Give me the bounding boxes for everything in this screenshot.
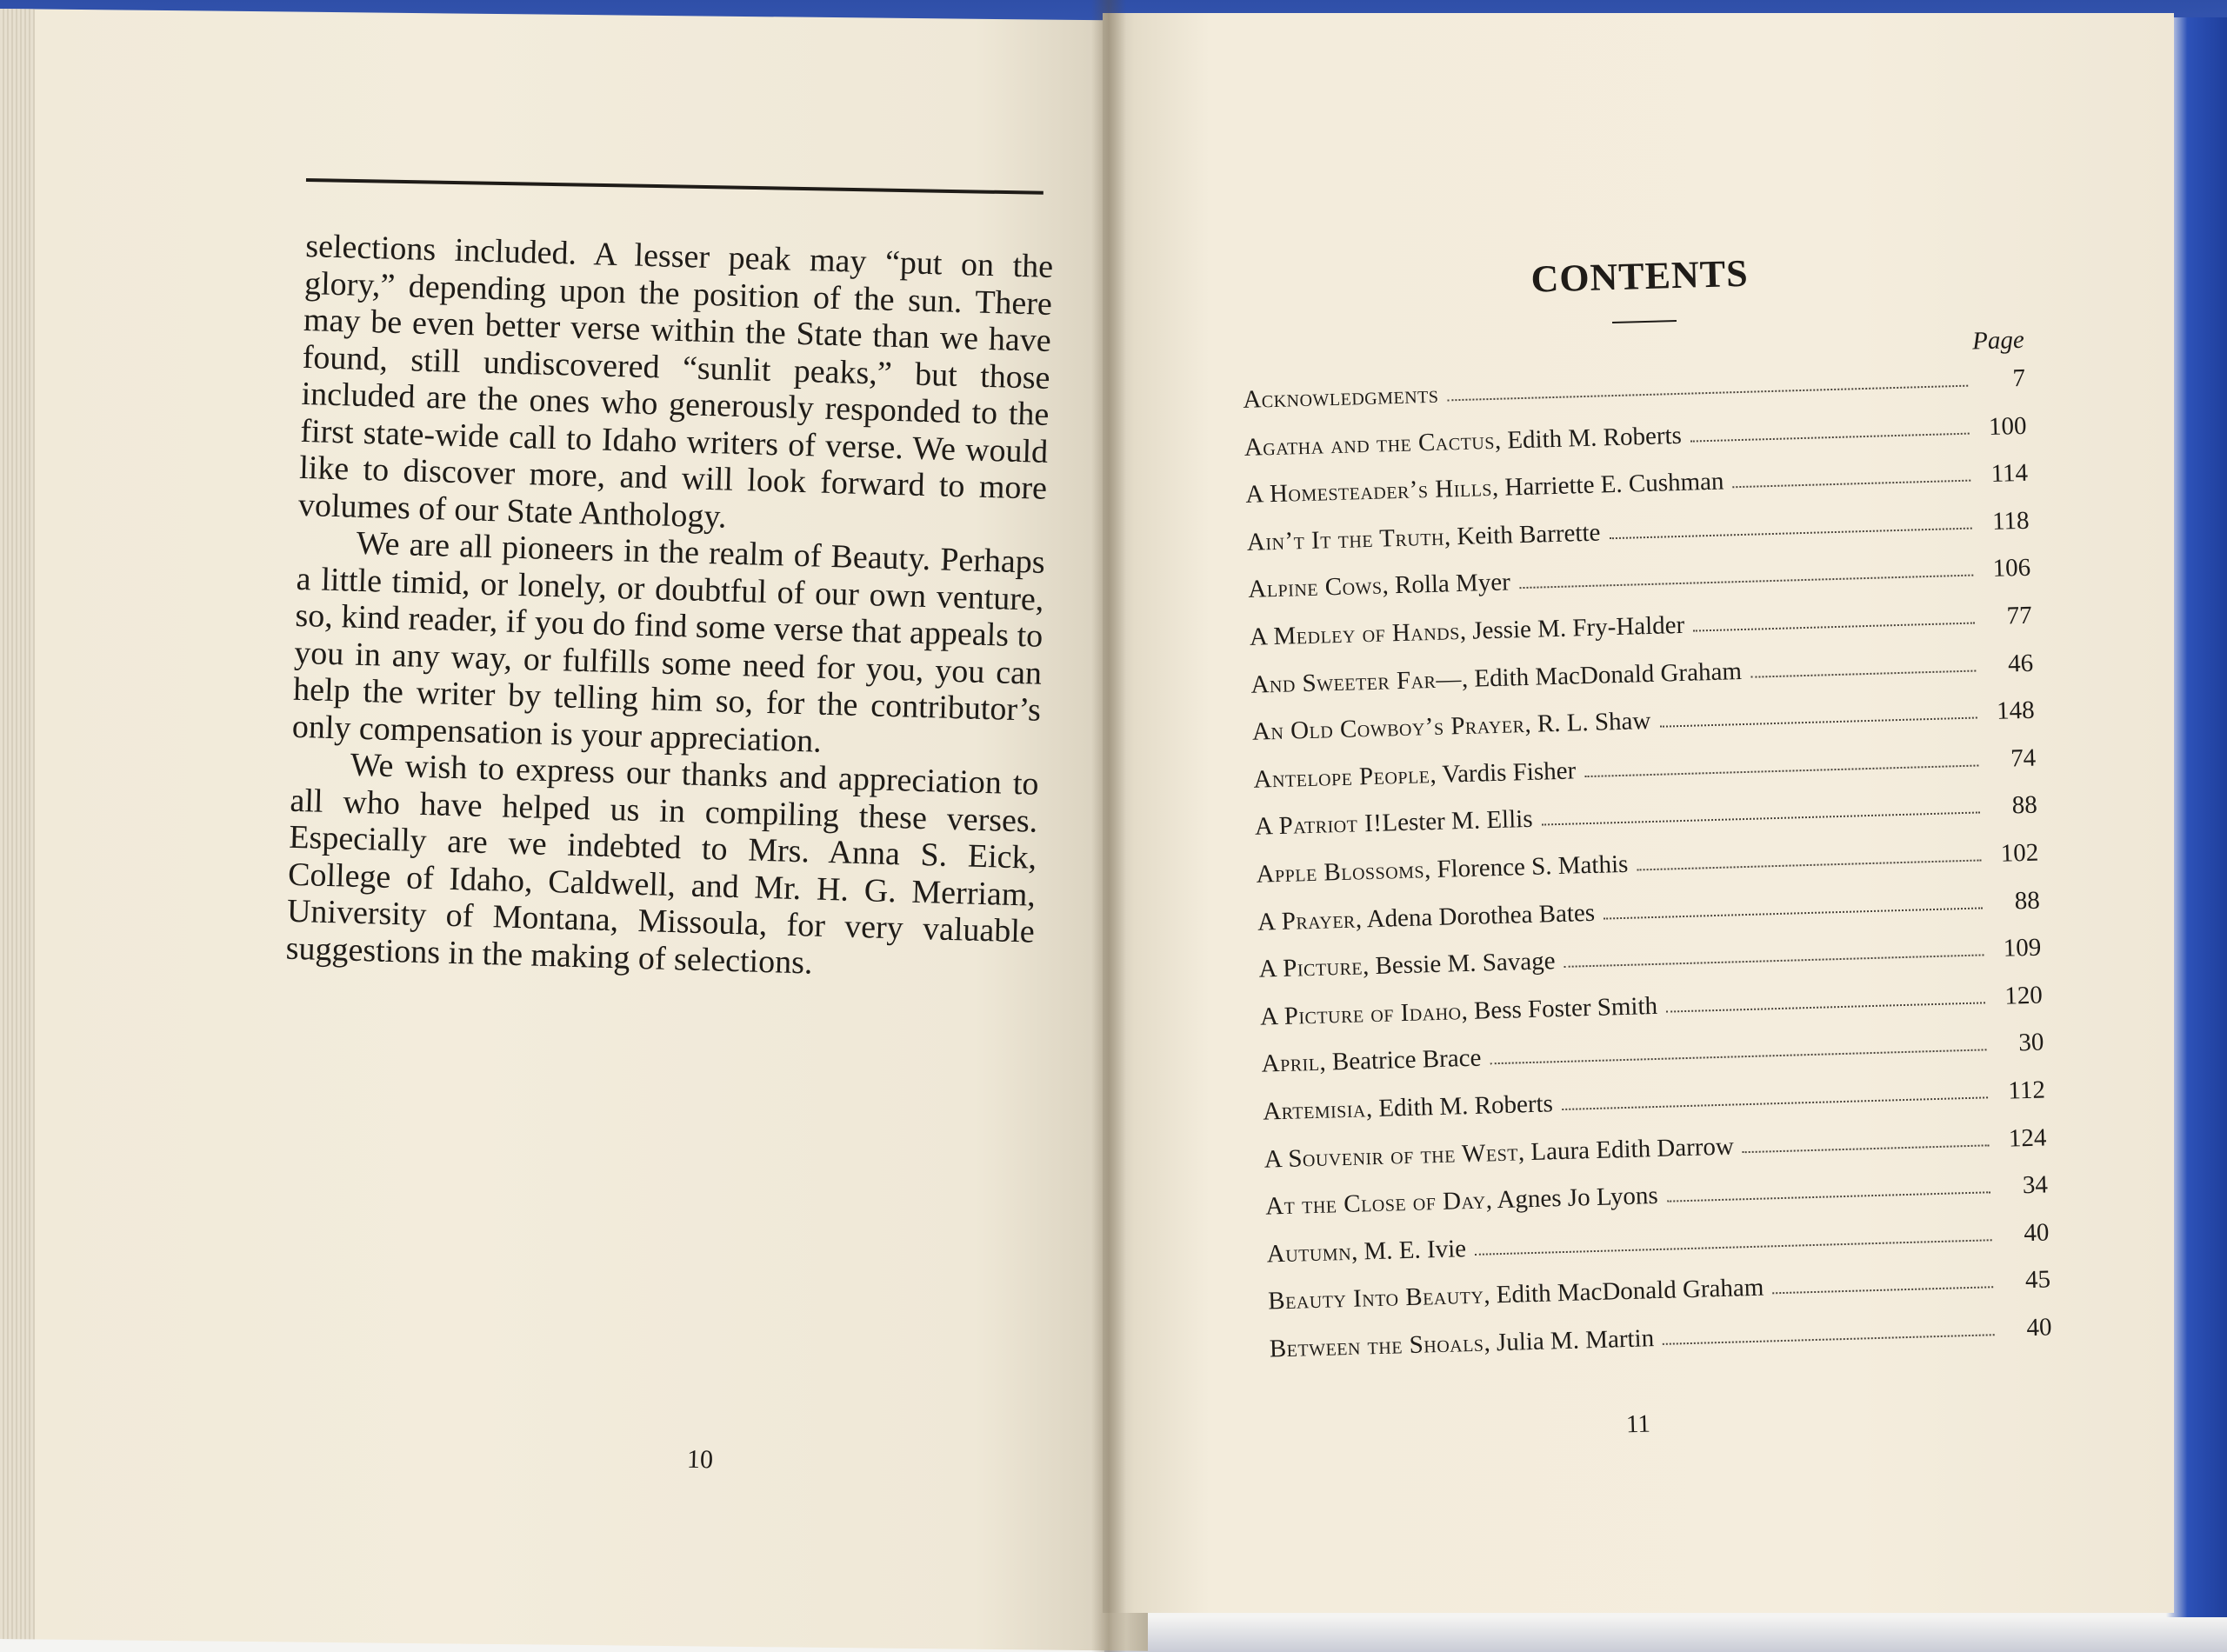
- contents-list: [1239, 243, 2052, 1364]
- toc-entry-title: A Medley of Hands: [1249, 617, 1461, 651]
- toc-entry-title: A Patriot I!: [1254, 809, 1383, 842]
- toc-entry-title: A Picture of Idaho: [1259, 996, 1462, 1031]
- toc-entry-title: Antelope People: [1253, 760, 1430, 794]
- contents-heading: CONTENTS: [1530, 251, 1750, 301]
- toc-entry-page: 88: [2014, 886, 2041, 915]
- toc-dot-leader: [1772, 1287, 1993, 1295]
- toc-entry-title: A Prayer: [1257, 905, 1357, 936]
- toc-entry-author: , Edith M. Roberts: [1494, 421, 1683, 455]
- toc-dot-leader: [1637, 859, 1981, 870]
- toc-entry-title: Acknowledgments: [1242, 380, 1439, 414]
- toc-entry-author: Lester M. Ellis: [1381, 805, 1533, 837]
- toc-entry-author: , Vardis Fisher: [1429, 756, 1577, 789]
- toc-dot-leader: [1667, 1191, 1990, 1202]
- toc-dot-leader: [1743, 1144, 1990, 1153]
- toc-dot-leader: [1659, 717, 1977, 728]
- preface-text: [285, 228, 1053, 988]
- toc-entry-title: Beauty Into Beauty: [1267, 1281, 1484, 1316]
- toc-entry-author: , R. L. Shaw: [1524, 707, 1651, 739]
- toc-entry-title: Agatha and the Cactus: [1244, 426, 1496, 462]
- toc-entry-author: , Harriette E. Cushman: [1491, 467, 1724, 503]
- toc-entry-author: , Adena Dorothea Bates: [1355, 898, 1596, 934]
- toc-entry-title: A Souvenir of the West: [1264, 1137, 1519, 1174]
- preface-paragraph-2: We are all pioneers in the realm of Beauty. Perhaps a little timid, or lonely, or doubtful of our own venture, so, kind reader, if you do find some verse that appeals to you in any way, or fulfills some need for you, you can help the writer by telling him so, for the contributor’s only compensation is your appreciation.: [291, 524, 1046, 760]
- toc-entry-author: , Rolla Myer: [1382, 568, 1511, 600]
- page-column-label: Page: [1971, 325, 2025, 356]
- toc-entry-page: 40: [2026, 1313, 2052, 1342]
- toc-entry-page: 102: [2000, 838, 2039, 868]
- toc-entry-title: Between the Shoals: [1269, 1329, 1484, 1363]
- toc-entry-page: 114: [1990, 458, 2029, 489]
- page-number-left: 10: [686, 1444, 714, 1475]
- toc-entry-page: 40: [2023, 1218, 2050, 1247]
- toc-entry-author: , Edith M. Roberts: [1365, 1089, 1554, 1123]
- toc-entry-author: , Florence S. Mathis: [1424, 849, 1629, 884]
- heading-rule: [1612, 320, 1677, 323]
- toc-entry-title: Autumn: [1266, 1237, 1352, 1269]
- toc-entry-author: , Bess Foster Smith: [1461, 991, 1658, 1025]
- toc-entry-page: 109: [2003, 933, 2042, 963]
- toc-entry-title: Ain’t It the Truth: [1246, 523, 1445, 556]
- toc-entry-author: , Julia M. Martin: [1483, 1324, 1655, 1357]
- toc-entry-title: A Homesteader’s Hills: [1244, 474, 1493, 510]
- toc-entry-title: Apple Blossoms: [1256, 856, 1425, 889]
- toc-entry-page: 34: [2022, 1170, 2049, 1200]
- toc-entry-page: 148: [1996, 696, 2036, 726]
- toc-dot-leader: [1610, 527, 1972, 539]
- book-cover-bottom: [1104, 1617, 2227, 1652]
- toc-entry-page: 30: [2017, 1028, 2044, 1057]
- toc-entry-page: 100: [1988, 411, 2027, 441]
- toc-dot-leader: [1750, 669, 1976, 677]
- toc-entry-page: 118: [1991, 506, 2030, 536]
- toc-dot-leader: [1666, 1002, 1985, 1012]
- toc-entry-author: , Jessie M. Fry-Halder: [1459, 610, 1685, 646]
- toc-entry-title: Alpine Cows: [1247, 571, 1383, 604]
- preface-paragraph-3: We wish to express our thanks and appreciation to all who have helped us in compiling these verses. Especially are we indebted to Mrs. Anna S. Eick, College of Idaho, Caldwell, and Mr. H. G. Merriam, University of Montana, Missoula, for very valuable suggestions in the making of selections.: [285, 746, 1040, 982]
- toc-entry-author: , M. E. Ivie: [1350, 1234, 1467, 1266]
- toc-dot-leader: [1663, 1334, 1994, 1345]
- toc-entry-page: 124: [2008, 1122, 2047, 1153]
- left-page-edges: [0, 9, 35, 1639]
- toc-entry-title: At the Close of Day: [1264, 1186, 1487, 1221]
- preface-paragraph-1: selections included. A lesser peak may “put on the glory,” depending upon the position of the sun. There may be even better verse within the State than we have found, still undiscovered “sunlit peaks,” but those included are the ones who generously responded to the first state-wide call to Idaho writers of verse. We would like to discover more, and will look forward to more volumes of our State Anthology.: [297, 228, 1054, 536]
- toc-entry-title: A Picture: [1258, 952, 1364, 983]
- toc-entry-title: And Sweeter Far—: [1250, 664, 1463, 699]
- toc-entry-author: , Laura Edith Darrow: [1517, 1132, 1735, 1166]
- book-cover-right: [2166, 17, 2227, 1635]
- toc-entry-page: 45: [2024, 1265, 2051, 1295]
- page-number-right: 11: [1625, 1409, 1651, 1439]
- toc-entry-title: Artemisia: [1262, 1095, 1367, 1126]
- toc-entry-page: 74: [2010, 743, 2037, 773]
- toc-entry-title: April: [1261, 1049, 1320, 1078]
- toc-entry-page: 46: [2007, 649, 2034, 678]
- toc-entry-author: , Keith Barrette: [1444, 518, 1601, 551]
- toc-entry-page: 7: [2012, 363, 2026, 393]
- toc-entry-page: 77: [2006, 601, 2033, 630]
- toc-dot-leader: [1693, 623, 1974, 632]
- toc-entry-author: , Edith MacDonald Graham: [1461, 656, 1743, 693]
- toc-entry-author: , Bessie M. Savage: [1362, 947, 1556, 981]
- toc-dot-leader: [1690, 432, 1970, 442]
- toc-entry-page: 120: [2004, 981, 2044, 1010]
- toc-entry-title: An Old Cowboy’s Prayer: [1251, 710, 1525, 746]
- toc-entry-page: 112: [2007, 1076, 2046, 1105]
- toc-entry-author: , Agnes Jo Lyons: [1485, 1182, 1659, 1215]
- toc-entry-page: 106: [1992, 554, 2031, 583]
- toc-entry-page: 88: [2011, 790, 2038, 820]
- book-gutter: [1091, 0, 1126, 1652]
- toc-dot-leader: [1733, 480, 1971, 489]
- toc-entries: [1243, 355, 2052, 1364]
- toc-entry-author: , Beatrice Brace: [1318, 1043, 1482, 1077]
- toc-entry-author: , Edith MacDonald Graham: [1483, 1273, 1764, 1309]
